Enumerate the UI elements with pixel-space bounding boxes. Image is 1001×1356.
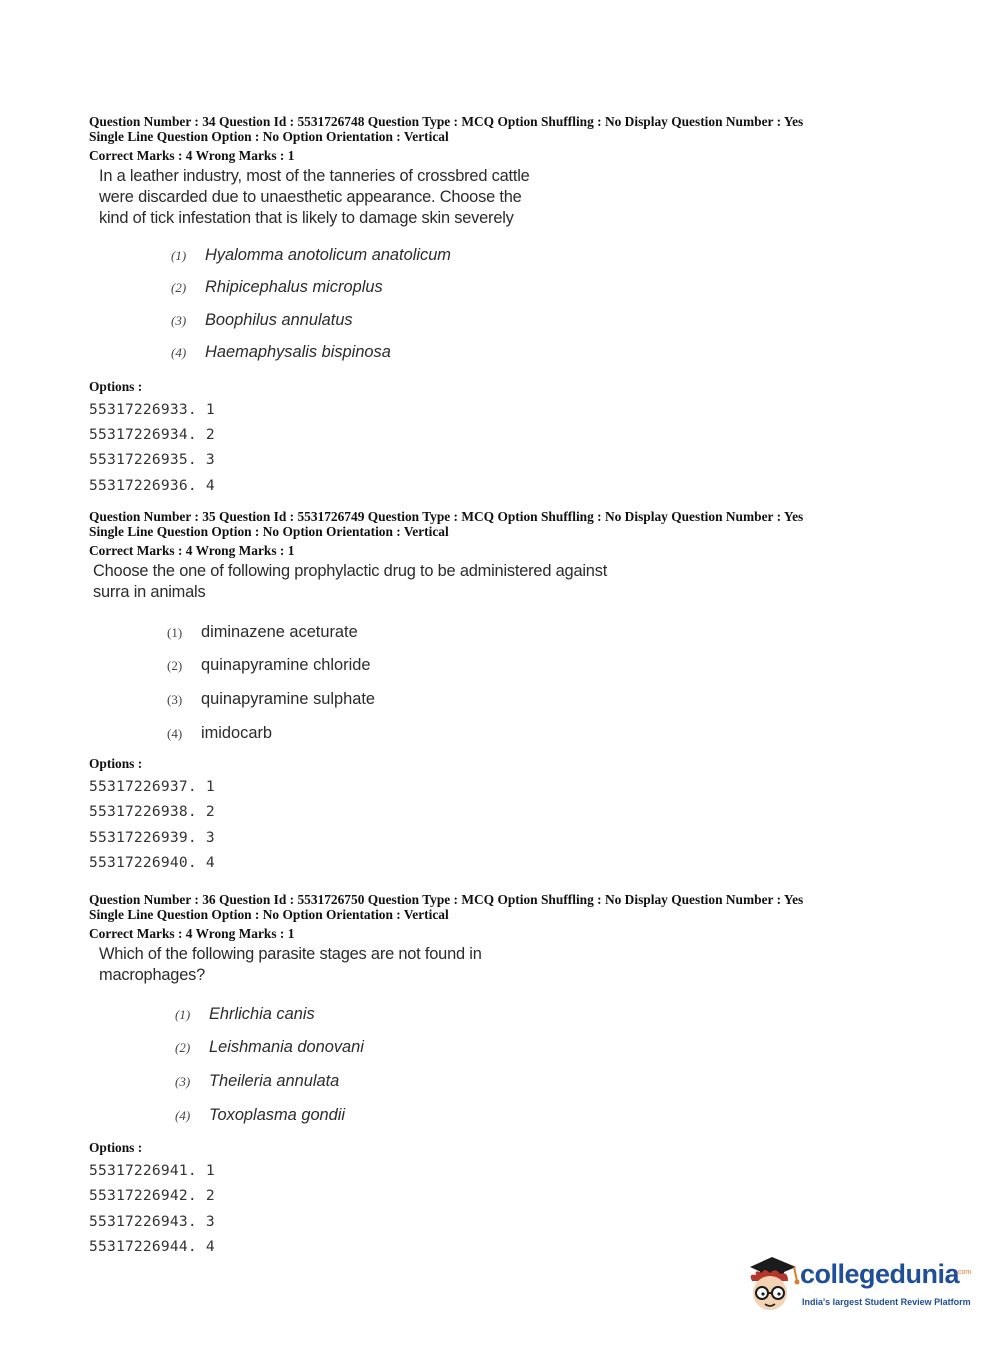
- choice-text: Leishmania donovani: [209, 1038, 364, 1057]
- choice-list: [171, 239, 909, 369]
- choice-number: (1): [167, 624, 183, 640]
- choice-number: (3): [171, 312, 187, 328]
- option-id: 55317226943. 3: [89, 1212, 215, 1230]
- question-meta: Question Number : 35 Question Id : 5531726749 Question Type : MCQ Option Shuffling : No Display Question Number : Yes: [89, 509, 804, 524]
- choice-list: [167, 616, 909, 750]
- choice-item: [167, 717, 909, 751]
- choice-text: Boophilus annulatus: [205, 310, 353, 329]
- question-35: [89, 510, 909, 875]
- choice-item: [175, 1099, 909, 1133]
- option-id: 55317226940. 4: [89, 854, 215, 872]
- choice-item: [167, 649, 909, 683]
- options-list: [89, 1158, 909, 1259]
- choice-item: [175, 998, 909, 1032]
- choice-item: [175, 1031, 909, 1065]
- mascot-icon: [742, 1251, 800, 1317]
- option-id: 55317226937. 1: [89, 778, 215, 796]
- question-text: Which of the following parasite stages are not found in macrophages?: [99, 944, 482, 984]
- choice-number: (1): [171, 247, 187, 263]
- choice-number: (2): [167, 658, 183, 674]
- choice-number: (1): [175, 1006, 191, 1022]
- choice-list: [175, 998, 909, 1132]
- choice-item: [171, 239, 909, 272]
- options-list: [89, 397, 909, 498]
- options-label: Options :: [89, 1140, 143, 1156]
- choice-item: [171, 271, 909, 304]
- option-id: 55317226934. 2: [89, 426, 215, 444]
- options-list: [89, 774, 909, 875]
- option-id: 55317226938. 2: [89, 803, 215, 821]
- logo-wordmark: collegedunia: [800, 1259, 960, 1289]
- marks-line: Correct Marks : 4 Wrong Marks : 1: [89, 926, 295, 942]
- question-text: Choose the one of following prophylactic drug to be administered against surra in animals: [93, 561, 608, 601]
- choice-text: diminazene aceturate: [201, 622, 358, 641]
- choice-text: Theileria annulata: [209, 1071, 340, 1090]
- choice-number: (4): [171, 345, 187, 361]
- option-id: 55317226935. 3: [89, 451, 215, 469]
- choice-text: Rhipicephalus microplus: [205, 278, 383, 297]
- question-36: [89, 893, 909, 1259]
- choice-item: [171, 304, 909, 337]
- logo-dotcom: .com: [956, 1269, 972, 1276]
- choice-text: Haemaphysalis bispinosa: [205, 343, 391, 362]
- choice-text: quinapyramine chloride: [201, 656, 371, 675]
- option-id: 55317226933. 1: [89, 400, 215, 418]
- choice-text: Ehrlichia canis: [209, 1004, 315, 1023]
- option-id: 55317226941. 1: [89, 1162, 215, 1180]
- choice-number: (2): [171, 280, 187, 296]
- marks-line: Correct Marks : 4 Wrong Marks : 1: [89, 148, 295, 164]
- marks-line: Correct Marks : 4 Wrong Marks : 1: [89, 543, 295, 559]
- question-text: In a leather industry, most of the tanneries of crossbred cattle were discarded due to unaesthetic appearance. Choose the kind of tick infestation that is likely to damage skin severely: [99, 166, 530, 227]
- option-id: 55317226944. 4: [89, 1238, 215, 1256]
- options-label: Options :: [89, 756, 143, 772]
- option-id: 55317226942. 2: [89, 1187, 215, 1205]
- question-meta: Question Number : 36 Question Id : 5531726750 Question Type : MCQ Option Shuffling : No Display Question Number : Yes: [89, 892, 804, 907]
- options-label: Options :: [89, 378, 143, 394]
- option-id: 55317226939. 3: [89, 828, 215, 846]
- choice-text: imidocarb: [201, 723, 273, 742]
- question-meta-2: Single Line Question Option : No Option Orientation : Vertical: [89, 128, 449, 144]
- choice-text: Hyalomma anotolicum anatolicum: [205, 245, 451, 264]
- logo-tagline: India's largest Student Review Platform: [802, 1297, 971, 1307]
- question-meta-2: Single Line Question Option : No Option Orientation : Vertical: [89, 906, 449, 922]
- choice-number: (3): [167, 691, 183, 707]
- question-meta-2: Single Line Question Option : No Option Orientation : Vertical: [89, 523, 449, 539]
- choice-number: (2): [175, 1040, 191, 1056]
- option-id: 55317226936. 4: [89, 476, 215, 494]
- choice-number: (4): [175, 1107, 191, 1123]
- question-meta: Question Number : 34 Question Id : 5531726748 Question Type : MCQ Option Shuffling : No Display Question Number : Yes: [89, 114, 804, 129]
- collegedunia-logo: [742, 1251, 972, 1321]
- choice-item: [167, 616, 909, 650]
- choice-text: quinapyramine sulphate: [201, 689, 376, 708]
- choice-item: [167, 683, 909, 717]
- choice-item: [175, 1065, 909, 1099]
- choice-number: (4): [167, 725, 183, 741]
- question-34: [89, 115, 909, 498]
- choice-number: (3): [175, 1073, 191, 1089]
- choice-item: [171, 336, 909, 369]
- choice-text: Toxoplasma gondii: [209, 1105, 346, 1124]
